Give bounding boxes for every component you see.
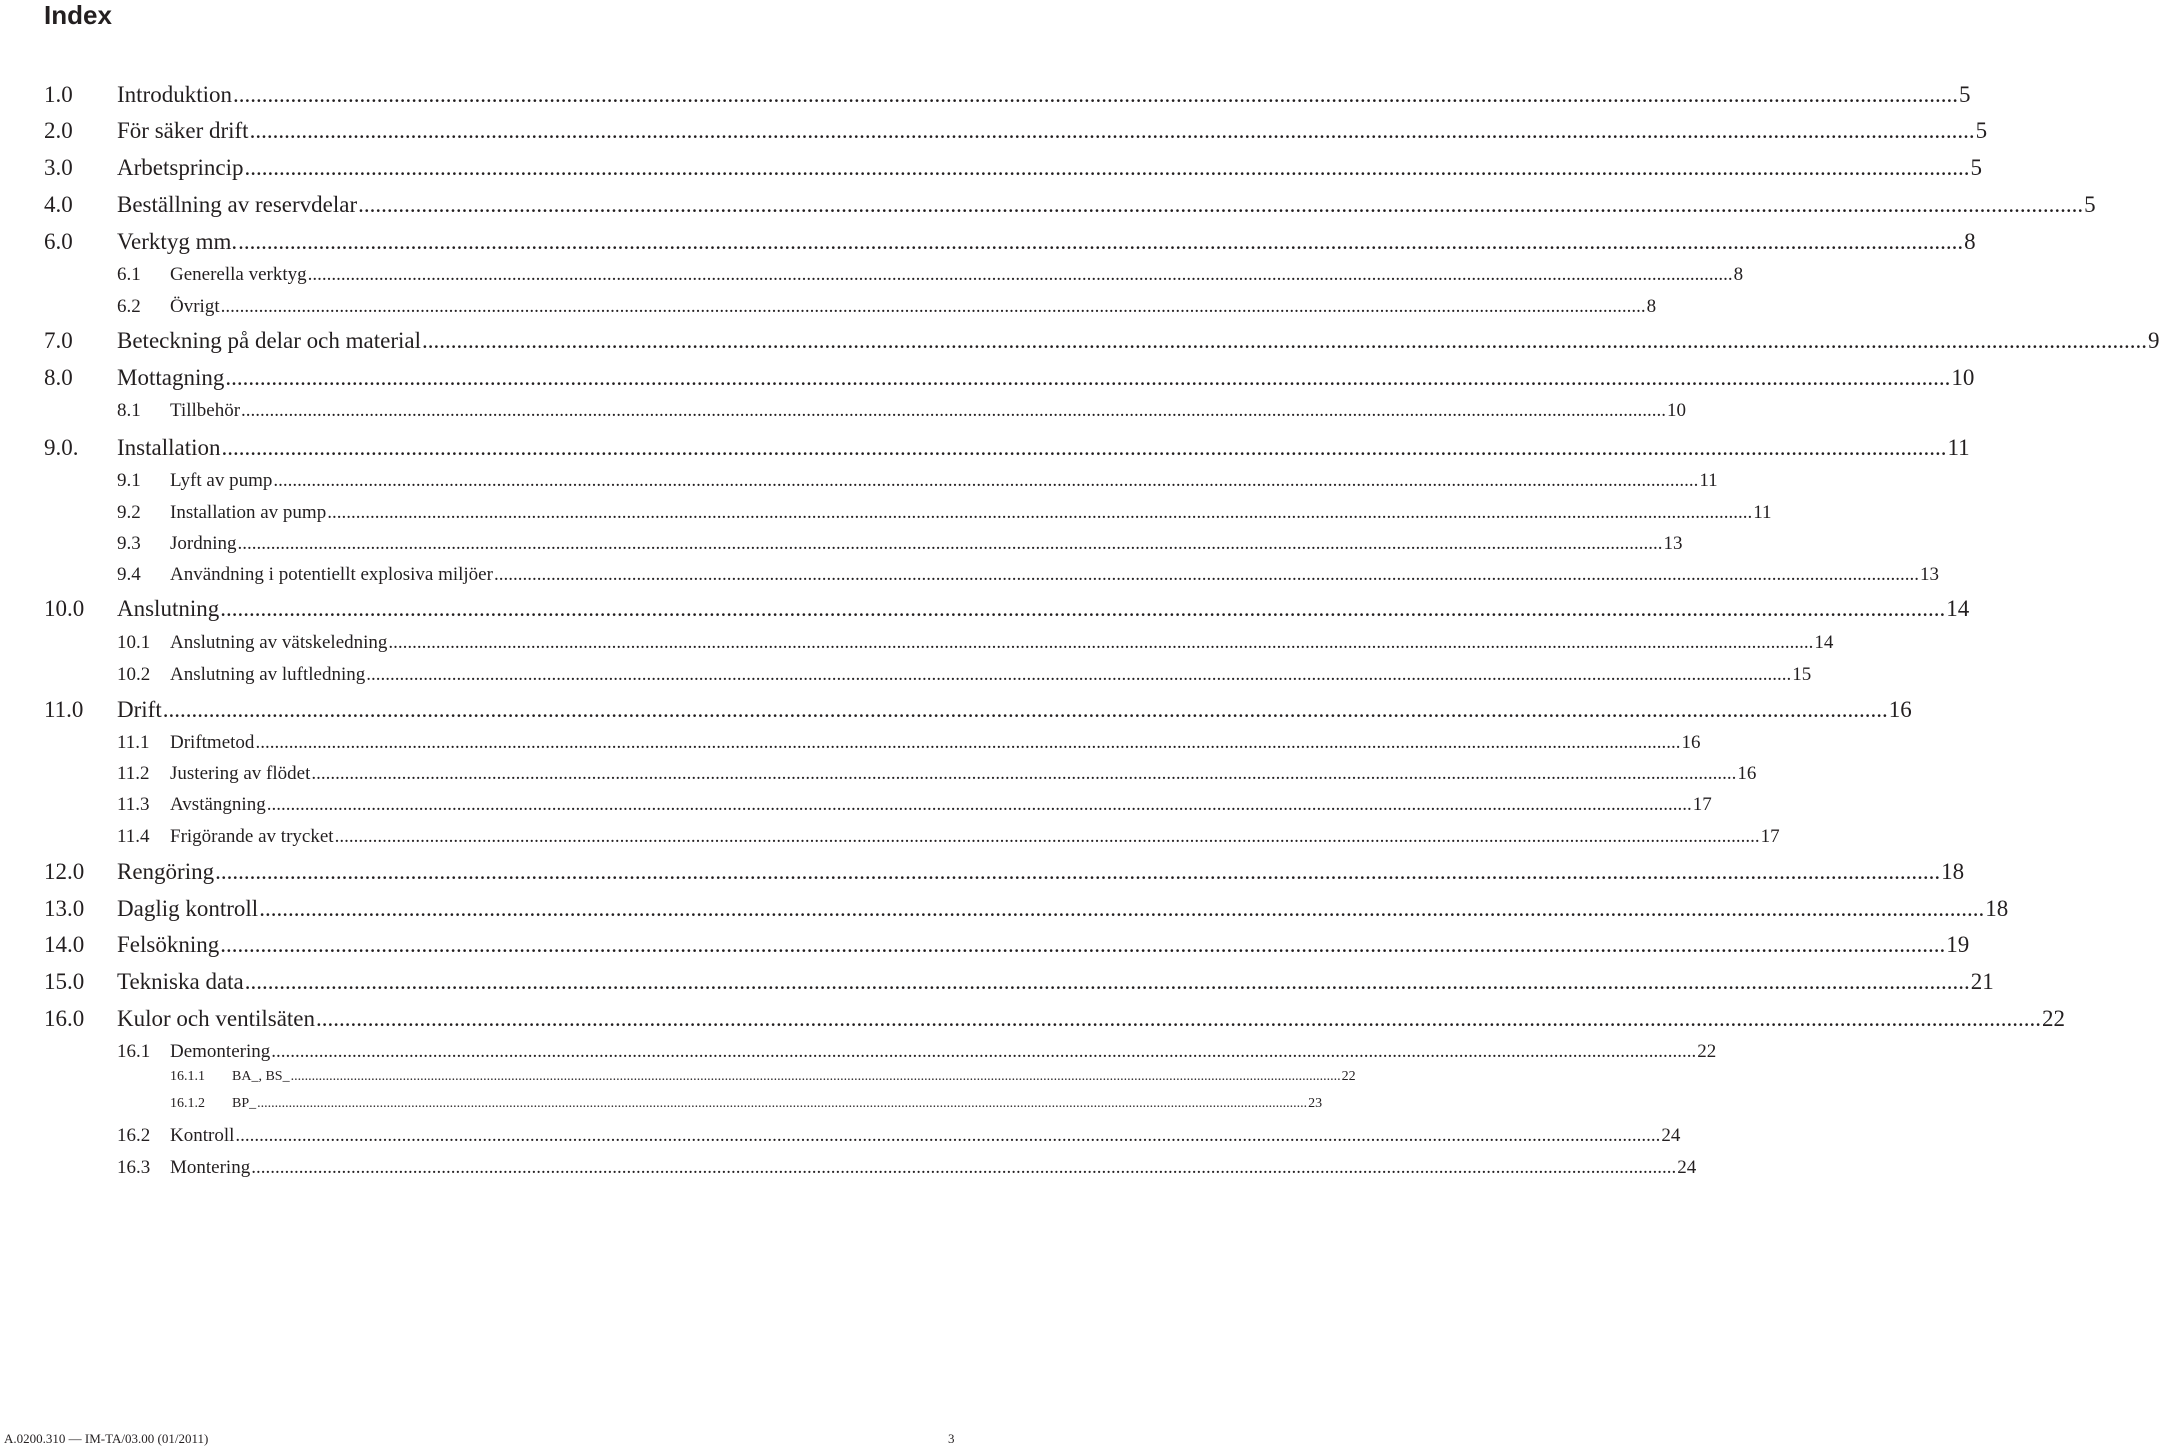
toc-page-number: 17 bbox=[1692, 794, 1712, 815]
dot-leader: ............................................................................................................................................................................................................................................................................................................ bbox=[358, 192, 2084, 217]
dot-leader: ............................................................................................................................................................................................................................................................................................................ bbox=[241, 400, 1667, 421]
toc-entry[interactable] bbox=[232, 1069, 1356, 1089]
toc-entry[interactable] bbox=[232, 1096, 1323, 1116]
toc-entry[interactable] bbox=[170, 664, 1812, 690]
toc-page-number: 24 bbox=[1677, 1157, 1697, 1178]
toc-number: 9.1 bbox=[117, 470, 141, 491]
toc-entry-label: Frigörande av trycket bbox=[170, 826, 334, 847]
toc-page-number: 11 bbox=[1699, 470, 1718, 491]
toc-entry[interactable] bbox=[117, 365, 1975, 395]
toc-entry[interactable] bbox=[170, 470, 1718, 496]
toc-entry-label: Jordning bbox=[170, 533, 237, 554]
toc-number: 8.1 bbox=[117, 400, 141, 421]
toc-entry[interactable] bbox=[117, 118, 1988, 148]
dot-leader: ............................................................................................................................................................................................................................................................................................................ bbox=[327, 502, 1753, 523]
toc-entry-label: Generella verktyg bbox=[170, 264, 307, 285]
toc-number: 11.2 bbox=[117, 763, 150, 784]
toc-number: 9.3 bbox=[117, 533, 141, 554]
toc-entry[interactable] bbox=[117, 229, 1976, 259]
toc-entry[interactable] bbox=[117, 596, 1970, 626]
toc-entry-label: För säker drift bbox=[117, 118, 249, 143]
dot-leader: ............................................................................................................................................................................................................................................................................................................ bbox=[220, 596, 1946, 621]
toc-page-number: 18 bbox=[1941, 859, 1965, 884]
toc-entry[interactable] bbox=[170, 564, 1939, 590]
toc-page-number: 16 bbox=[1888, 697, 1912, 722]
toc-entry-label: Arbetsprincip bbox=[117, 155, 244, 180]
dot-leader: ............................................................................................................................................................................................................................................................................................................ bbox=[220, 296, 1646, 317]
toc-number: 9.4 bbox=[117, 564, 141, 585]
toc-page-number: 24 bbox=[1661, 1125, 1681, 1146]
toc-entry-label: Introduktion bbox=[117, 82, 232, 107]
toc-entry[interactable] bbox=[170, 1157, 1697, 1183]
dot-leader: ............................................................................................................................................................................................................................................................................................................ bbox=[273, 470, 1699, 491]
dot-leader: ............................................................................................................................................................................................................................................................................................................ bbox=[238, 229, 1964, 254]
dot-leader: ............................................................................................................................................................................................................................................................................................................ bbox=[244, 155, 1970, 180]
toc-entry-label: Verktyg mm. bbox=[117, 229, 238, 254]
dot-leader: ............................................................................................................................................................................................................................................................................................................ bbox=[311, 763, 1737, 784]
toc-entry[interactable] bbox=[117, 969, 1994, 999]
toc-number: 6.2 bbox=[117, 296, 141, 317]
toc-page-number: 16 bbox=[1681, 732, 1701, 753]
dot-leader: ............................................................................................................................................................................................................................................................................................................ bbox=[225, 365, 1951, 390]
toc-page-number: 11 bbox=[1753, 502, 1772, 523]
toc-number: 3.0 bbox=[44, 155, 73, 180]
dot-leader: ............................................................................................................................................................................................................................................................................................................ bbox=[366, 664, 1792, 685]
toc-number: 11.4 bbox=[117, 826, 150, 847]
toc-entry[interactable] bbox=[170, 732, 1701, 758]
dot-leader: ............................................................................................................................................................................................................................................................................................................ bbox=[334, 826, 1760, 847]
toc-page-number: 15 bbox=[1792, 664, 1812, 685]
toc-entry-label: Mottagning bbox=[117, 365, 225, 390]
toc-page-number: 10 bbox=[1667, 400, 1687, 421]
dot-leader: ............................................................................................................................................................................................................................................................................................................ bbox=[255, 732, 1681, 753]
toc-page-number: 8 bbox=[1964, 229, 1976, 254]
toc-page-number: 18 bbox=[1985, 896, 2009, 921]
dot-leader: ............................................................................................................................................................................................................................................................................................................ bbox=[215, 859, 1941, 884]
dot-leader: ............................................................................................................................................................................................................................................................................................................ bbox=[237, 533, 1663, 554]
toc-entry[interactable] bbox=[170, 400, 1687, 426]
toc-number: 6.1 bbox=[117, 264, 141, 285]
toc-entry-label: Anslutning av luftledning bbox=[170, 664, 366, 685]
dot-leader: ............................................................................................................................................................................................................................................................................................................ bbox=[266, 794, 1692, 815]
toc-number: 11.3 bbox=[117, 794, 150, 815]
toc-page-number: 21 bbox=[1970, 969, 1994, 994]
dot-leader: ............................................................................................................................................................................................................................................................................................................ bbox=[235, 1125, 1661, 1146]
toc-entry-label: Demontering bbox=[170, 1041, 271, 1062]
dot-leader: ............................................................................................................................................................................................................................................................................................................ bbox=[220, 932, 1946, 957]
toc-entry-label: Kontroll bbox=[170, 1125, 235, 1146]
toc-page-number: 8 bbox=[1646, 296, 1657, 317]
toc-page-number: 5 bbox=[2084, 192, 2096, 217]
toc-number: 13.0 bbox=[44, 896, 85, 921]
toc-entry-label: Anslutning bbox=[117, 596, 220, 621]
toc-entry[interactable] bbox=[170, 826, 1780, 852]
document-id: A.0200.310 — IM-TA/03.00 (01/2011) bbox=[4, 1431, 209, 1446]
toc-entry-label: Rengöring bbox=[117, 859, 215, 884]
toc-entry[interactable] bbox=[170, 632, 1834, 658]
toc-page-number: 13 bbox=[1919, 564, 1939, 585]
toc-page-number: 19 bbox=[1946, 932, 1970, 957]
toc-page-number: 9 bbox=[2147, 328, 2159, 353]
toc-number: 15.0 bbox=[44, 969, 85, 994]
toc-entry[interactable] bbox=[117, 192, 2096, 222]
page-title: Index bbox=[44, 0, 112, 30]
toc-page-number: 23 bbox=[1308, 1096, 1323, 1111]
toc-entry-label: Felsökning bbox=[117, 932, 220, 957]
toc-entry[interactable] bbox=[117, 697, 1912, 727]
toc-entry-label: BA_, BS_ bbox=[232, 1069, 290, 1084]
toc-entry-label: Beställning av reservdelar bbox=[117, 192, 358, 217]
dot-leader: ............................................................................................................................................................................................................................................................................................................ bbox=[221, 435, 1947, 460]
toc-entry[interactable] bbox=[117, 155, 1982, 185]
toc-page-number: 14 bbox=[1814, 632, 1834, 653]
toc-page-number: 5 bbox=[1970, 155, 1982, 180]
toc-number: 7.0 bbox=[44, 328, 73, 353]
toc-entry[interactable] bbox=[117, 82, 1971, 112]
toc-number: 9.2 bbox=[117, 502, 141, 523]
toc-number: 1.0 bbox=[44, 82, 73, 107]
toc-entry-label: Justering av flödet bbox=[170, 763, 311, 784]
toc-entry-label: Tillbehör bbox=[170, 400, 241, 421]
toc-number: 8.0 bbox=[44, 365, 73, 390]
dot-leader: ............................................................................................................................................................................................................................................................................................................ bbox=[316, 1006, 2042, 1031]
toc-number: 4.0 bbox=[44, 192, 73, 217]
toc-entry-label: Montering bbox=[170, 1157, 251, 1178]
toc-number: 16.3 bbox=[117, 1157, 151, 1178]
toc-page-number: 5 bbox=[1975, 118, 1988, 143]
dot-leader: ............................................................................................................................................................................................................................................................................................................ bbox=[251, 1157, 1677, 1178]
dot-leader: ............................................................................................................................................................................................................................................................................................................ bbox=[249, 118, 1975, 143]
toc-page-number: 5 bbox=[1959, 82, 1971, 107]
toc-entry[interactable] bbox=[117, 932, 1970, 962]
toc-entry[interactable] bbox=[170, 794, 1712, 820]
toc-entry[interactable] bbox=[170, 533, 1683, 559]
toc-number: 6.0 bbox=[44, 229, 73, 254]
toc-page-number: 22 bbox=[2042, 1006, 2066, 1031]
toc-page-number: 14 bbox=[1946, 596, 1970, 621]
toc-entry-label: Kulor och ventilsäten bbox=[117, 1006, 316, 1031]
toc-page-number: 13 bbox=[1663, 533, 1683, 554]
toc-entry[interactable] bbox=[170, 264, 1744, 290]
toc-entry[interactable] bbox=[117, 1006, 2066, 1036]
toc-entry-label: Lyft av pump bbox=[170, 470, 273, 491]
dot-leader: ............................................................................................................................................................................................................................................................................................................ bbox=[290, 1069, 1341, 1084]
toc-number: 11.0 bbox=[44, 697, 84, 722]
toc-number: 16.0 bbox=[44, 1006, 85, 1031]
toc-page-number: 11 bbox=[1947, 435, 1970, 460]
dot-leader: ............................................................................................................................................................................................................................................................................................................ bbox=[307, 264, 1733, 285]
toc-entry-label: Driftmetod bbox=[170, 732, 255, 753]
dot-leader: ............................................................................................................................................................................................................................................................................................................ bbox=[421, 328, 2147, 353]
toc-entry[interactable] bbox=[170, 296, 1657, 322]
toc-number: 14.0 bbox=[44, 932, 85, 957]
dot-leader: ............................................................................................................................................................................................................................................................................................................ bbox=[162, 697, 1888, 722]
toc-entry-label: Installation av pump bbox=[170, 502, 327, 523]
dot-leader: ............................................................................................................................................................................................................................................................................................................ bbox=[259, 896, 1985, 921]
dot-leader: ............................................................................................................................................................................................................................................................................................................ bbox=[257, 1096, 1308, 1111]
toc-page-number: 8 bbox=[1733, 264, 1744, 285]
dot-leader: ............................................................................................................................................................................................................................................................................................................ bbox=[388, 632, 1814, 653]
toc-page-number: 17 bbox=[1760, 826, 1780, 847]
toc-entry[interactable] bbox=[117, 435, 1970, 465]
toc-page-number: 22 bbox=[1697, 1041, 1717, 1062]
toc-entry-label: BP_ bbox=[232, 1096, 257, 1111]
toc-entry-label: Anslutning av vätskeledning bbox=[170, 632, 388, 653]
toc-number: 10.1 bbox=[117, 632, 151, 653]
toc-page-number: 22 bbox=[1341, 1069, 1356, 1084]
toc-number: 10.0 bbox=[44, 596, 85, 621]
toc-page-number: 16 bbox=[1737, 763, 1757, 784]
dot-leader: ............................................................................................................................................................................................................................................................................................................ bbox=[233, 82, 1958, 107]
toc-entry[interactable] bbox=[170, 763, 1757, 789]
toc-entry-label: Daglig kontroll bbox=[117, 896, 259, 921]
page-number: 3 bbox=[948, 1431, 955, 1446]
toc-entry[interactable] bbox=[117, 328, 2159, 358]
toc-entry[interactable] bbox=[117, 859, 1965, 889]
toc-entry-label: Tekniska data bbox=[117, 969, 244, 994]
toc-number: 16.2 bbox=[117, 1125, 151, 1146]
dot-leader: ............................................................................................................................................................................................................................................................................................................ bbox=[493, 564, 1919, 585]
toc-number: 11.1 bbox=[117, 732, 150, 753]
toc-number: 9.0. bbox=[44, 435, 79, 460]
toc-entry-label: Installation bbox=[117, 435, 221, 460]
toc-entry-label: Övrigt bbox=[170, 296, 220, 317]
toc-entry-label: Användning i potentiellt explosiva miljöer bbox=[170, 564, 493, 585]
toc-entry[interactable] bbox=[117, 896, 2009, 926]
toc-entry[interactable] bbox=[170, 1125, 1681, 1151]
dot-leader: ............................................................................................................................................................................................................................................................................................................ bbox=[244, 969, 1970, 994]
toc-number: 16.1 bbox=[117, 1041, 151, 1062]
toc-number: 2.0 bbox=[44, 118, 73, 143]
toc-entry-label: Avstängning bbox=[170, 794, 266, 815]
toc-page-number: 10 bbox=[1951, 365, 1975, 390]
toc-entry[interactable] bbox=[170, 1041, 1717, 1067]
toc-number: 10.2 bbox=[117, 664, 151, 685]
toc-number: 16.1.1 bbox=[170, 1069, 205, 1084]
toc-number: 12.0 bbox=[44, 859, 85, 884]
dot-leader: ............................................................................................................................................................................................................................................................................................................ bbox=[271, 1041, 1697, 1062]
toc-number: 16.1.2 bbox=[170, 1096, 205, 1111]
toc-entry-label: Beteckning på delar och material bbox=[117, 328, 421, 353]
toc-entry-label: Drift bbox=[117, 697, 162, 722]
toc-entry[interactable] bbox=[170, 502, 1772, 528]
